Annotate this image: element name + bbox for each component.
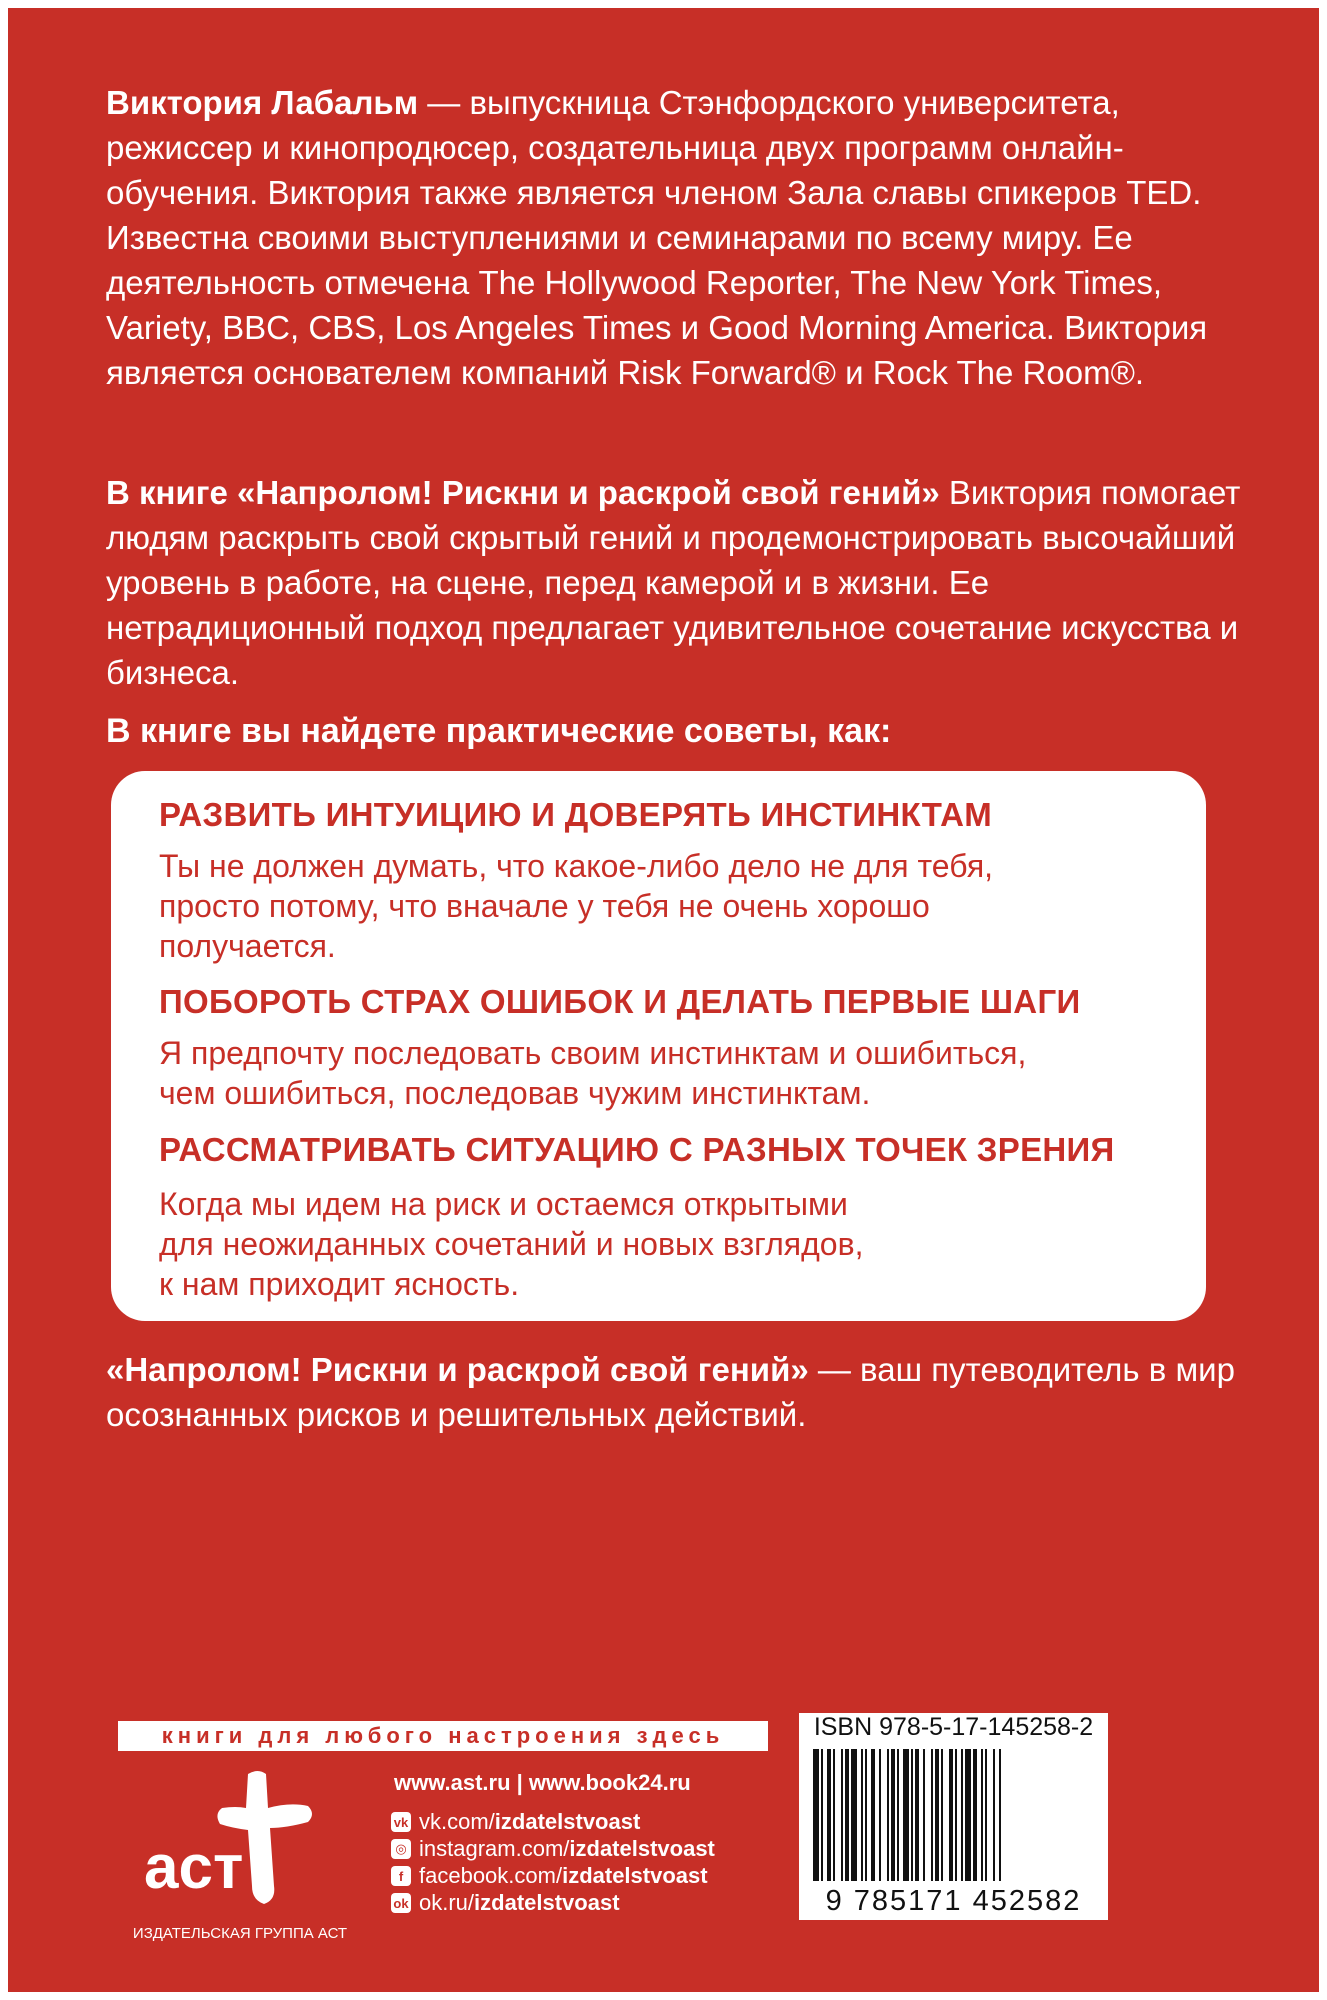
barcode-bar: [841, 1749, 843, 1881]
barcode-bar: [923, 1749, 925, 1881]
barcode-bar: [973, 1749, 977, 1881]
isbn-number: ISBN 978-5-17-145258-2: [813, 1713, 1094, 1741]
barcode-bar: [993, 1749, 995, 1881]
barcode-bar: [999, 1749, 1001, 1881]
barcode-bar: [897, 1749, 899, 1881]
website-links[interactable]: www.ast.ru | www.book24.ru: [394, 1770, 691, 1795]
barcode-bar: [851, 1749, 857, 1881]
tip-line: Когда мы идем на риск и остаемся открытыми: [159, 1186, 848, 1222]
social-prefix: facebook.com/: [419, 1863, 563, 1888]
social-prefix: instagram.com/: [419, 1836, 570, 1861]
barcode-bar: [935, 1749, 939, 1881]
tip-line: Я предпочту последовать своим инстинктам и ошибиться,: [159, 1035, 1027, 1071]
facebook-icon: f: [391, 1866, 411, 1886]
barcode-bar: [961, 1749, 963, 1881]
barcode-bar: [887, 1749, 889, 1881]
barcode-bar: [879, 1749, 881, 1881]
barcode-bar: [941, 1749, 943, 1881]
barcode-bar: [871, 1749, 875, 1881]
social-handle: izdatelstvoast: [562, 1863, 708, 1888]
tip-heading: РАССМАТРИВАТЬ СИТУАЦИЮ С РАЗНЫХ ТОЧЕК ЗРЕНИЯ: [159, 1131, 1115, 1168]
social-prefix: ok.ru/: [419, 1890, 475, 1915]
tip-line: Ты не должен думать, что какое-либо дело не для тебя,: [159, 848, 994, 884]
tip-heading: РАЗВИТЬ ИНТУИЦИЮ И ДОВЕРЯТЬ ИНСТИНКТАМ: [159, 796, 993, 833]
publisher-caption: ИЗДАТЕЛЬСКАЯ ГРУППА АСТ: [132, 1925, 348, 1942]
tip-heading: ПОБОРОТЬ СТРАХ ОШИБОК И ДЕЛАТЬ ПЕРВЫЕ ШАГИ: [159, 983, 1081, 1020]
social-handle: izdatelstvoast: [569, 1836, 715, 1861]
book-intro-lead: В книге «Напролом! Рискни и раскрой свой гений»: [106, 474, 940, 511]
tips-title: В книге вы найдете практические советы, как:: [106, 712, 892, 750]
tip-line: просто потому, что вначале у тебя не очень хорошо: [159, 888, 930, 924]
social-handle: izdatelstvoast: [494, 1809, 641, 1834]
social-link-vk[interactable]: [391, 1809, 640, 1835]
social-link-instagram[interactable]: [391, 1836, 715, 1862]
tip-line: для неожиданных сочетаний и новых взглядов,: [159, 1226, 864, 1262]
odnoklassniki-icon: ok: [391, 1893, 411, 1913]
social-handle: izdatelstvoast: [474, 1890, 620, 1915]
barcode-bar: [903, 1749, 909, 1881]
book-intro: [106, 470, 1256, 695]
tip-text: [159, 846, 1179, 966]
tip-text: [159, 1184, 1179, 1304]
tip-text: [159, 1033, 1179, 1113]
barcode-bar: [965, 1749, 971, 1881]
barcode-bar: [861, 1749, 863, 1881]
tips-card: [111, 771, 1206, 1321]
barcode-bar: [833, 1749, 835, 1881]
barcode-bar: [915, 1749, 919, 1881]
slogan-strip: книги для любого настроения здесь: [118, 1721, 768, 1751]
barcode-bar: [891, 1749, 895, 1881]
barcode-bar: [985, 1749, 987, 1881]
author-bio: [106, 80, 1256, 395]
vk-icon: vk: [391, 1812, 411, 1832]
barcode-bar: [865, 1749, 867, 1881]
ast-logo: [140, 1768, 330, 1918]
tip-line: чем ошибиться, последовав чужим инстинктам.: [159, 1075, 871, 1111]
instagram-icon: ◎: [391, 1839, 411, 1859]
logo-letters: аст: [144, 1833, 244, 1902]
closing-text: — ваш путеводитель в мир осознанных рисков и решительных действий.: [106, 1351, 1235, 1433]
barcode-bar: [821, 1749, 823, 1881]
barcode-bar: [845, 1749, 849, 1881]
barcode-bars: [809, 1749, 1098, 1889]
social-link-facebook[interactable]: [391, 1863, 708, 1889]
back-cover: [8, 8, 1319, 1992]
barcode-block: [799, 1713, 1108, 1920]
barcode-bar: [981, 1749, 983, 1881]
barcode-bar: [827, 1749, 831, 1881]
barcode-bar: [955, 1749, 957, 1881]
social-prefix: vk.com/: [419, 1809, 495, 1834]
tip-line: к нам приходит ясность.: [159, 1266, 520, 1302]
book-intro-text: Виктория помогает людям раскрыть свой скрытый гений и продемонстрировать высочайший уровень в работе, на сцене, перед камерой и в жизни. Ее нетрадиционный подход предлагает удивительное сочетание искусства и бизнеса.: [106, 474, 1241, 691]
barcode-bar: [949, 1749, 953, 1881]
author-bio-text: — выпускница Стэнфордского университета, режиссер и кинопродюсер, создательница двух программ онлайн-обучения. Виктория также является членом Зала славы спикеров TED. Известна своими выступлениями и семинарами по всему миру. Ее деятельность отмечена The Hollywood Reporter, The New York Times, Variety, BBC, CBS, Los Angeles Times и Good Morning America. Виктория является основателем компаний Risk Forward® и Rock The Room®.: [106, 84, 1208, 391]
tip-line: получается.: [159, 928, 336, 964]
social-link-odnoklassniki[interactable]: [391, 1890, 620, 1916]
closing-statement: [106, 1347, 1266, 1437]
barcode-bar: [911, 1749, 913, 1881]
barcode-number: 9 785171 452582: [825, 1885, 1082, 1917]
closing-title: «Напролом! Рискни и раскрой свой гений»: [106, 1351, 809, 1388]
author-name: Виктория Лабальм: [106, 84, 419, 121]
barcode-bar: [931, 1749, 933, 1881]
barcode-bar: [813, 1749, 819, 1881]
